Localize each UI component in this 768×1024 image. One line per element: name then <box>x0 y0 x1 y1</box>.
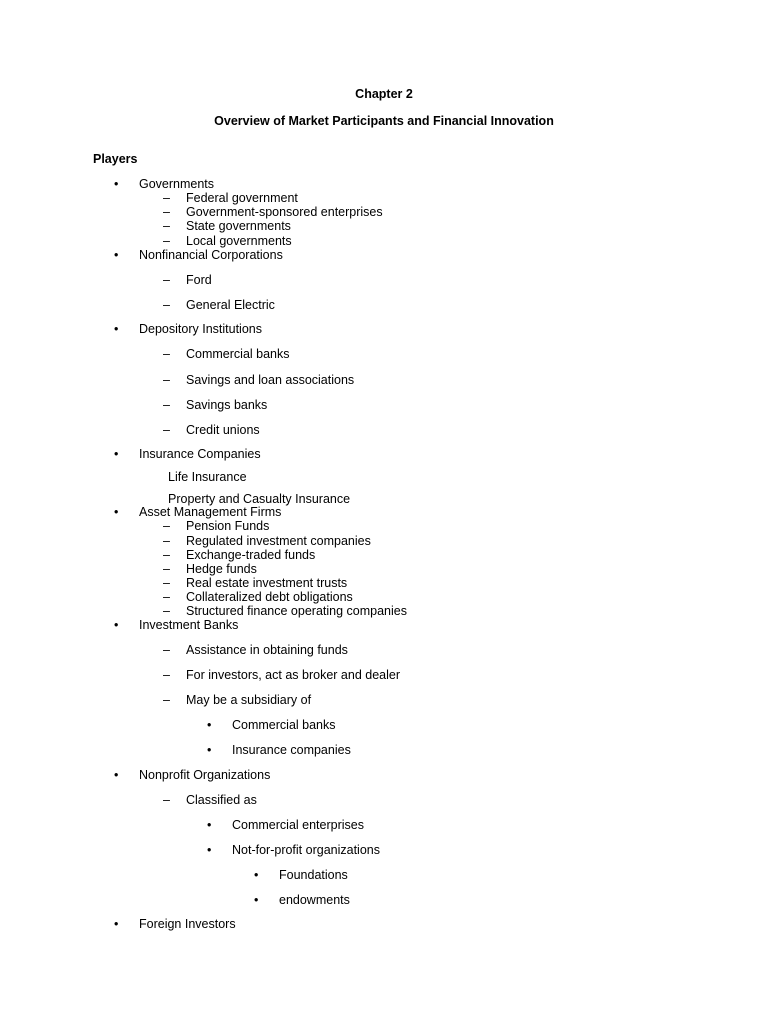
sub-item: Local governments <box>186 234 292 248</box>
sub-item: Savings banks <box>186 398 268 412</box>
bullet-marker: • <box>207 843 212 857</box>
sub-item: Structured finance operating companies <box>186 604 407 618</box>
sub-item: Government-sponsored enterprises <box>186 205 383 219</box>
sub-sub-item: Commercial banks <box>232 718 336 732</box>
dash-marker: – <box>163 562 170 576</box>
bullet-marker: • <box>114 917 119 931</box>
bullet-marker: • <box>114 768 119 782</box>
bullet-marker: • <box>114 618 119 632</box>
list-item-foreign-investors: Foreign Investors <box>139 917 236 931</box>
dash-marker: – <box>163 534 170 548</box>
dash-marker: – <box>163 576 170 590</box>
dash-marker: – <box>163 398 170 412</box>
list-item-nonfinancial: Nonfinancial Corporations <box>139 248 283 262</box>
dash-marker: – <box>163 590 170 604</box>
sub-item: Collateralized debt obligations <box>186 590 353 604</box>
sub-item: Savings and loan associations <box>186 373 355 387</box>
bullet-marker: • <box>114 322 119 336</box>
sub-item: Assistance in obtaining funds <box>186 643 348 657</box>
bullet-marker: • <box>254 868 259 882</box>
sub-item: General Electric <box>186 298 275 312</box>
bullet-marker: • <box>114 505 119 519</box>
sub-item: Real estate investment trusts <box>186 576 348 590</box>
bullet-marker: • <box>207 818 212 832</box>
dash-marker: – <box>163 548 170 562</box>
sub-item: Exchange-traded funds <box>186 548 316 562</box>
sub-sub-sub-item: endowments <box>279 893 350 907</box>
dash-marker: – <box>163 604 170 618</box>
sub-item: State governments <box>186 219 291 233</box>
sub-item: Life Insurance <box>168 470 247 484</box>
dash-marker: – <box>163 693 170 707</box>
sub-sub-sub-item: Foundations <box>279 868 348 882</box>
sub-item: Ford <box>186 273 212 287</box>
dash-marker: – <box>163 373 170 387</box>
sub-item: Classified as <box>186 793 257 807</box>
section-heading: Players <box>93 152 138 166</box>
sub-item: Commercial banks <box>186 347 290 361</box>
sub-item: Credit unions <box>186 423 260 437</box>
bullet-marker: • <box>114 447 119 461</box>
sub-sub-item: Insurance companies <box>232 743 351 757</box>
sub-item: For investors, act as broker and dealer <box>186 668 400 682</box>
sub-item: Hedge funds <box>186 562 257 576</box>
list-item-asset-management: Asset Management Firms <box>139 505 282 519</box>
bullet-marker: • <box>114 248 119 262</box>
list-item-nonprofit: Nonprofit Organizations <box>139 768 271 782</box>
list-item-governments: Governments <box>139 177 215 191</box>
sub-item: May be a subsidiary of <box>186 693 312 707</box>
bullet-marker: • <box>114 177 119 191</box>
dash-marker: – <box>163 668 170 682</box>
sub-item: Property and Casualty Insurance <box>168 492 351 506</box>
bullet-marker: • <box>254 893 259 907</box>
sub-item: Regulated investment companies <box>186 534 371 548</box>
dash-marker: – <box>163 347 170 361</box>
document-title: Overview of Market Participants and Financial Innovation <box>214 114 554 128</box>
dash-marker: – <box>163 643 170 657</box>
dash-marker: – <box>163 205 170 219</box>
sub-item: Pension Funds <box>186 519 270 533</box>
sub-sub-item: Commercial enterprises <box>232 818 364 832</box>
dash-marker: – <box>163 793 170 807</box>
chapter-heading: Chapter 2 <box>355 87 413 101</box>
sub-item: Federal government <box>186 191 298 205</box>
sub-sub-item: Not-for-profit organizations <box>232 843 380 857</box>
dash-marker: – <box>163 423 170 437</box>
list-item-investment-banks: Investment Banks <box>139 618 239 632</box>
dash-marker: – <box>163 273 170 287</box>
list-item-depository: Depository Institutions <box>139 322 262 336</box>
list-item-insurance: Insurance Companies <box>139 447 261 461</box>
bullet-marker: • <box>207 718 212 732</box>
dash-marker: – <box>163 519 170 533</box>
dash-marker: – <box>163 219 170 233</box>
dash-marker: – <box>163 234 170 248</box>
dash-marker: – <box>163 298 170 312</box>
dash-marker: – <box>163 191 170 205</box>
bullet-marker: • <box>207 743 212 757</box>
